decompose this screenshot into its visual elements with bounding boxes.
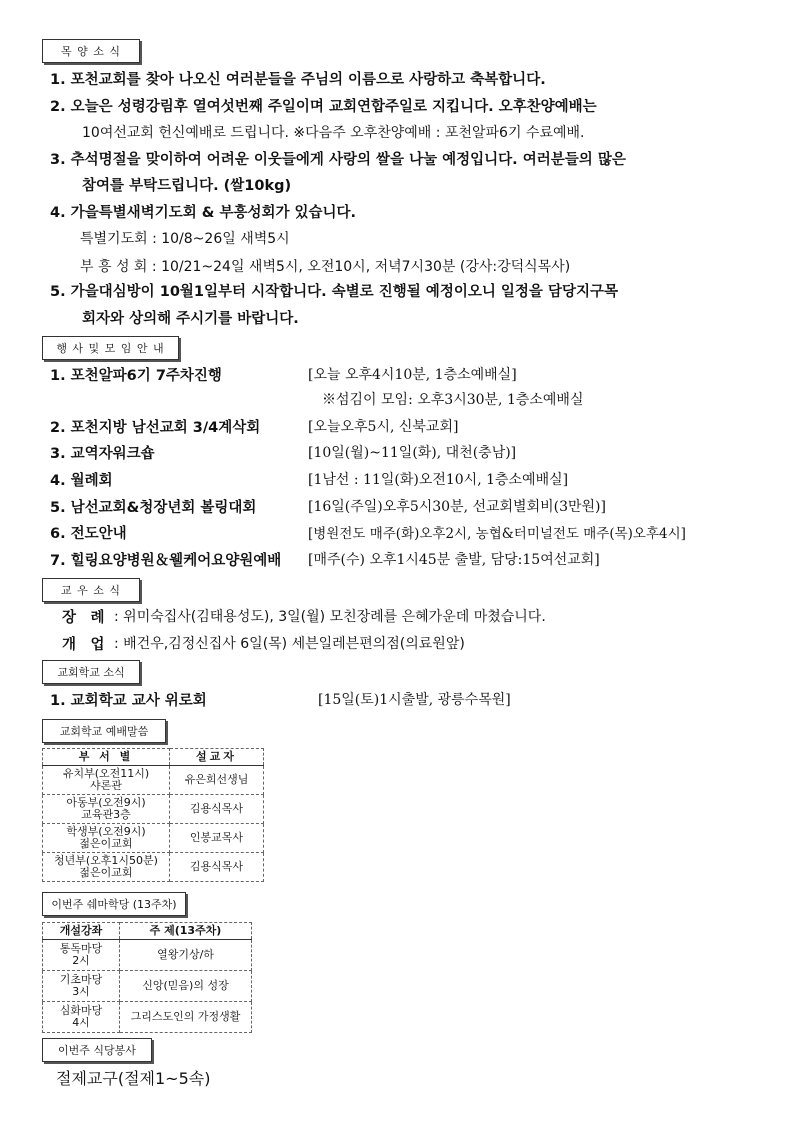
- schema-course: 통독마당: [59, 942, 103, 955]
- dining-text: 절제교구(절제1~5속): [56, 1069, 211, 1088]
- section-header-schema: 이번주 쉐마학당 (13주차): [42, 892, 186, 916]
- sermon-dept: 유치부(오전11시): [62, 767, 150, 780]
- schema-topic: 열왕기상/하: [120, 940, 252, 971]
- gyowoo-label-2: 개 업: [62, 637, 105, 653]
- event-title-1: 1. 포천알파6기 7주차진행: [50, 368, 222, 384]
- mokyang-line-3: 10여선교회 헌신예배로 드립니다. ※다음주 오후찬양예배 : 포천알파6기 수료예배.: [82, 125, 585, 141]
- schema-topic: 그리스도인의 가정생활: [120, 1002, 252, 1033]
- sermon-col-preacher: 설교자: [170, 749, 264, 766]
- schema-table: [42, 922, 252, 1033]
- sermon-table: [42, 748, 264, 882]
- event-title-2: 2. 포천지방 남선교회 3/4계삭회: [50, 420, 261, 436]
- schema-time: 3시: [72, 985, 90, 998]
- section-header-sermons: 교회학교 예배말씀: [42, 719, 166, 743]
- mokyang-line-8: 부 흥 성 회 : 10/21~24일 새벽5시, 오전10시, 저녁7시30분 (강사:강덕식목사): [80, 259, 571, 275]
- section-header-events: 행 사 및 모 임 안 내: [42, 336, 179, 360]
- schema-course: 심화마당: [59, 1004, 103, 1017]
- section-header-dining: 이번주 식당봉사: [42, 1038, 152, 1062]
- event-title-5: 5. 남선교회&청장년회 볼링대회: [50, 500, 257, 516]
- sermon-place: 교육관3층: [81, 808, 131, 821]
- gyowoo-text-1: : 위미숙집사(김태용성도), 3일(월) 모친장례를 은혜가운데 마쳤습니다.: [114, 609, 546, 625]
- table-row: [43, 940, 252, 971]
- school-line-detail: [15일(토)1시출발, 광릉수목원]: [318, 692, 511, 708]
- sermon-preacher: 인봉교목사: [170, 824, 264, 853]
- event-title-4: 4. 월례회: [50, 473, 113, 489]
- table-row: [43, 795, 264, 824]
- mokyang-line-2: 2. 오늘은 성령강림후 열여섯번째 주일이며 교회연합주일로 지킵니다. 오후찬양예배는: [50, 99, 597, 115]
- mokyang-line-6: 4. 가을특별새벽기도회 & 부흥성회가 있습니다.: [50, 205, 357, 221]
- table-row: [43, 1002, 252, 1033]
- mokyang-line-1: 1. 포천교회를 찾아 나오신 여러분들을 주님의 이름으로 사랑하고 축복합니다.: [50, 72, 546, 88]
- schema-time: 2시: [72, 954, 90, 967]
- event-detail-4: [1남선 : 11일(화)오전10시, 1층소예배실]: [308, 472, 569, 488]
- table-row: [43, 824, 264, 853]
- mokyang-line-5: 참여를 부탁드립니다. (쌀10kg): [82, 178, 292, 194]
- gyowoo-label-1: 장 례: [62, 610, 105, 626]
- event-detail-6: [병원전도 매주(화)오후2시, 농협&터미널전도 매주(목)오후4시]: [308, 526, 686, 542]
- sermon-dept: 아동부(오전9시): [66, 796, 146, 809]
- table-row: [43, 971, 252, 1002]
- event-detail-1: [오늘 오후4시10분, 1층소예배실]: [308, 367, 517, 383]
- gyowoo-text-2: : 배건우,김정신집사 6일(목) 세븐일레븐편의점(의료원앞): [114, 636, 465, 652]
- table-row: [43, 853, 264, 882]
- schema-col-topic: 주 제(13주차): [120, 923, 252, 940]
- event-title-3: 3. 교역자워크숍: [50, 446, 155, 462]
- sermon-preacher: 유은희선생님: [170, 766, 264, 795]
- sermon-place: 샤론관: [90, 779, 122, 792]
- event-detail-5: [16일(주일)오후5시30분, 선교회별회비(3만원)]: [308, 499, 606, 515]
- schema-course: 기초마당: [59, 973, 103, 986]
- sermon-preacher: 김용식목사: [170, 853, 264, 882]
- sermon-dept: 청년부(오후1시50분): [54, 854, 158, 867]
- event-title-6: 6. 전도안내: [50, 526, 127, 542]
- event-detail-7: [매주(수) 오후1시45분 출발, 담당:15여선교회]: [308, 552, 600, 568]
- event-detail-1b: ※섬김이 모임: 오후3시30분, 1층소예배실: [322, 392, 584, 408]
- schema-topic: 신앙(믿음)의 성장: [120, 971, 252, 1002]
- mokyang-line-10: 회자와 상의해 주시기를 바랍니다.: [82, 311, 299, 327]
- mokyang-line-4: 3. 추석명절을 맞이하여 어려운 이웃들에게 사랑의 쌀을 나눌 예정입니다. 여러분들의 많은: [50, 152, 626, 168]
- section-header-gyowoo: 교 우 소 식: [42, 578, 140, 602]
- section-header-mokyang: 목 양 소 식: [42, 39, 140, 63]
- event-detail-3: [10일(월)~11일(화), 대천(충남)]: [308, 445, 517, 461]
- sermon-preacher: 김용식목사: [170, 795, 264, 824]
- sermon-place: 젊은이교회: [79, 866, 133, 879]
- sermon-place: 젊은이교회: [79, 837, 133, 850]
- event-detail-2: [오늘오후5시, 신북교회]: [308, 419, 459, 435]
- school-line-title: 1. 교회학교 교사 위로회: [50, 693, 207, 709]
- schema-time: 4시: [72, 1016, 90, 1029]
- mokyang-line-7: 특별기도회 : 10/8~26일 새벽5시: [80, 231, 290, 247]
- mokyang-line-9: 5. 가을대심방이 10월1일부터 시작합니다. 속별로 진행될 예정이오니 일정을 담당지구목: [50, 284, 618, 300]
- sermon-dept: 학생부(오전9시): [66, 825, 146, 838]
- section-header-school: 교회학교 소식: [42, 660, 140, 684]
- event-title-7: 7. 힐링요양병원＆웰케어요양원예배: [50, 553, 282, 569]
- schema-col-course: 개설강좌: [43, 923, 120, 940]
- sermon-col-dept: 부 서 별: [43, 749, 170, 766]
- table-row: [43, 766, 264, 795]
